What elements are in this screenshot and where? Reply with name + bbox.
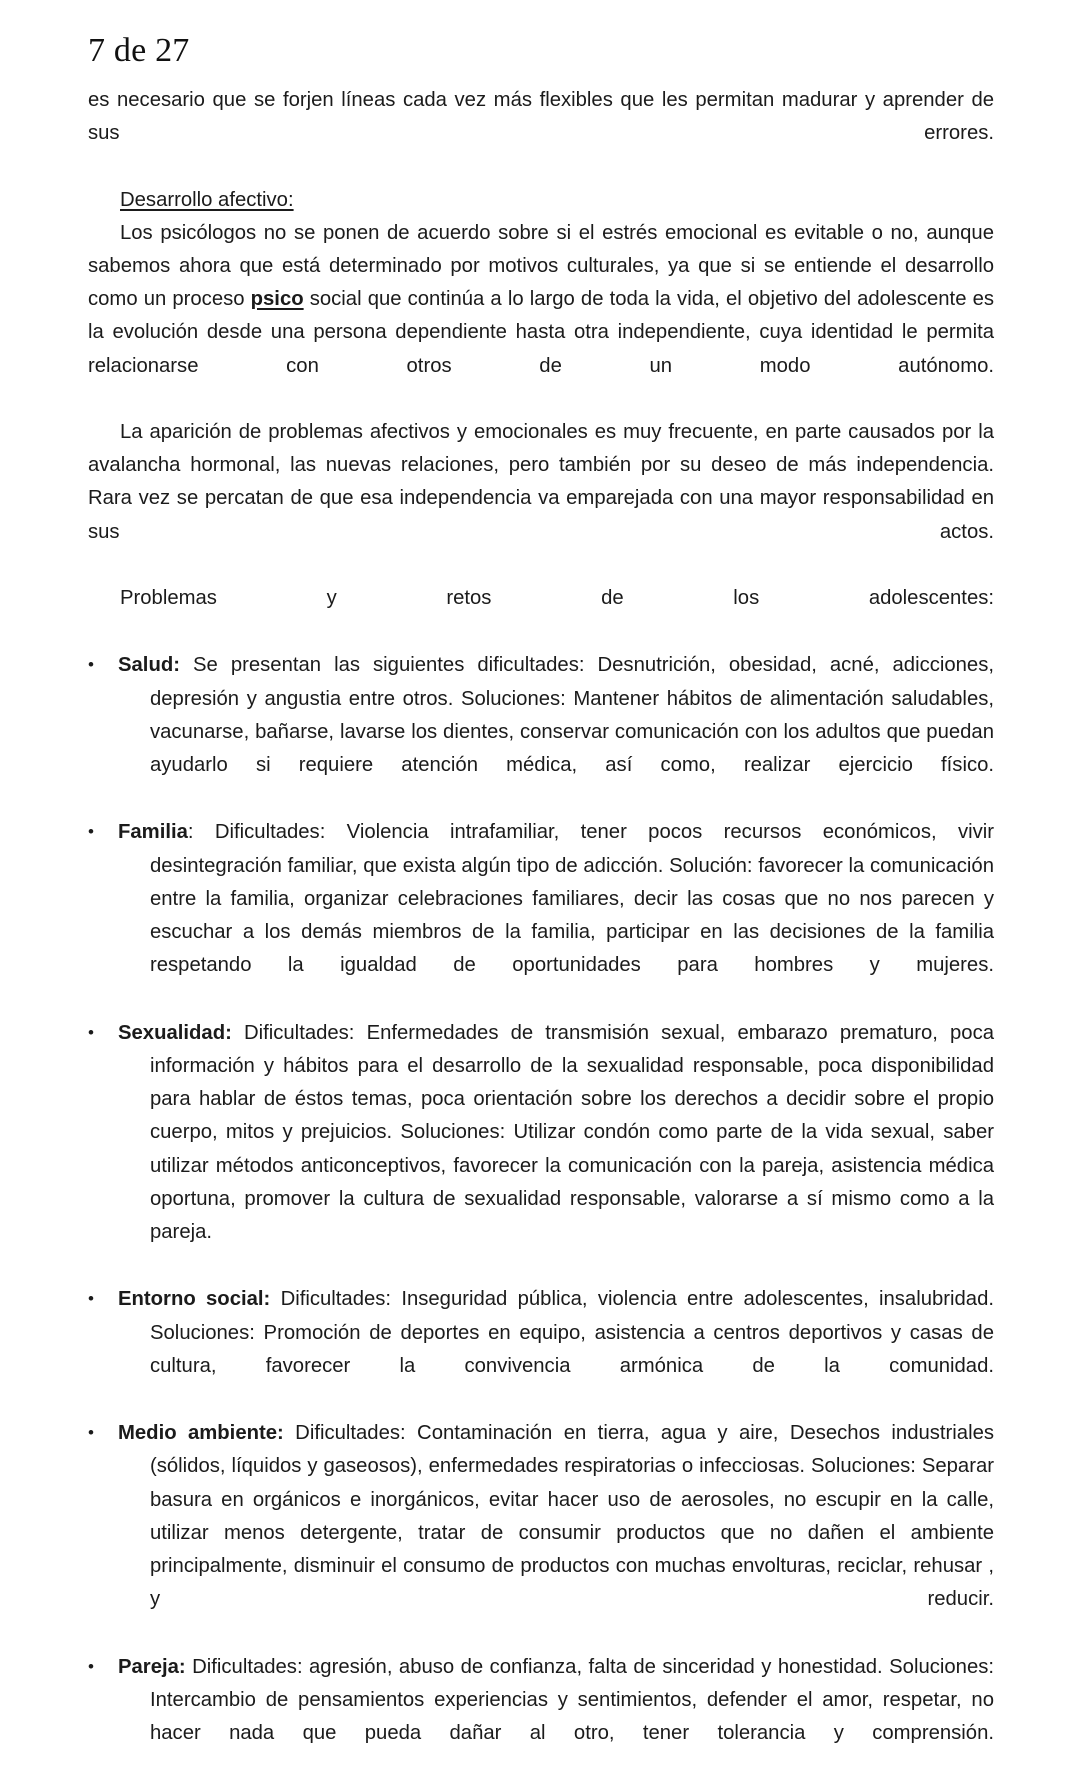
list-item-text: Dificultades: agresión, abuso de confianza, falta de sinceridad y honestidad. Soluciones: Intercambio de pensamientos experiencias y sentimientos, defender el amor, respetar, no hacer nada que pueda dañar al otro, tener tolerancia y comprensión. [150,1655,994,1744]
list-item-term: Salud: [118,654,180,677]
emphasis-psico: psico [250,288,304,311]
paragraph-problemas-afectivos: La aparición de problemas afectivos y emocionales es muy frecuente, en parte causados por la avalancha hormonal, las nuevas relaciones, pero también por su deseo de más independencia. Rara vez se percatan de que esa independencia va emparejada con una mayor responsabilidad en sus actos. [88,421,994,543]
list-item-term: Entorno social: [118,1288,271,1311]
subheading-label: Desarrollo afectivo: [120,188,294,211]
list-item-text: Dificultades: Enfermedades de transmisión sexual, embarazo prematuro, poca información y hábitos para el desarrollo de la sexualidad responsable, poca disponibilidad para hablar de éstos temas, poca orientación sobre los derechos a decidir sobre el propio cuerpo, mitos y prejuicios. Soluciones: Utilizar condón como parte de la vida sexual, saber utilizar métodos anticonceptivos, favorecer la comunicación con la pareja, asistencia médica oportuna, promover la cultura de sexualidad responsable, valorarse a sí mismo como a la pareja. [150,1021,994,1243]
problems-list [88,648,994,1783]
list-item-text: Dificultades: Inseguridad pública, violencia entre adolescentes, insalubridad. Soluciones: Promoción de deportes en equipo, asistencia a centros deportivos y casas de cultura, favorecer la convivencia armónica de la comunidad. [150,1288,994,1377]
paragraph-psicologos-part1: Los psicólogos no se ponen de acuerdo sobre si el estrés emocional es evitable o no, aunque sabemos ahora que está determinado por motivos culturales, ya que si se entiende el desarrollo como un proceso [88,221,994,311]
bullet-icon [88,1282,118,1316]
bullet-icon [88,1650,118,1684]
paragraph-psicologos-part2: social que continúa a lo largo de toda la vida, el objetivo del adolescente es la evolución desde una persona dependiente hasta otra independiente, cuya identidad le permita relacionarse con otros de un modo autónomo. [88,288,994,377]
list-intro: Problemas y retos de los adolescentes: [120,587,994,610]
list-item [88,1416,994,1649]
list-item-body [118,1650,994,1783]
bullet-icon [88,1016,118,1050]
list-item-term: Sexualidad: [118,1021,232,1044]
list-item-body [118,815,994,1015]
list-item-text: : Dificultades: Violencia intrafamiliar, tener pocos recursos económicos, vivir desintegración familiar, que exista algún tipo de adicción. Solución: favorecer la comunicación entre la familia, organizar celebraciones familiares, decir las cosas que no nos parecen y escuchar a los demás miembros de la familia, participar en las decisiones de la familia respetando la igualdad de oportunidades para hombres y mujeres. [150,821,994,977]
list-item-term: Medio ambiente: [118,1422,284,1445]
page-content [88,30,994,1783]
bullet-icon [88,1416,118,1450]
list-item [88,648,994,815]
list-item [88,1282,994,1416]
list-item [88,1650,994,1783]
list-item-term: Pareja: [118,1655,186,1678]
list-item-body [118,1282,994,1416]
paragraph-continued: es necesario que se forjen líneas cada vez más flexibles que les permitan madurar y aprender de sus errores. [88,89,994,145]
list-item-text: Se presentan las siguientes dificultades: Desnutrición, obesidad, acné, adicciones, depresión y angustia entre otros. Soluciones: Mantener hábitos de alimentación saludables, vacunarse, bañarse, lavarse los dientes, conservar comunicación con los adultos que puedan ayudarlo si requiere atención médica, así como, realizar ejercicio físico. [150,654,994,777]
list-item-body [118,648,994,815]
bullet-icon [88,815,118,849]
list-item-term: Familia [118,821,188,844]
list-item-body [118,1416,994,1649]
page-number-header: 7 de 27 [88,32,190,69]
list-item [88,1016,994,1283]
list-item-text: Dificultades: Contaminación en tierra, agua y aire, Desechos industriales (sólidos, líquidos y gaseosos), enfermedades respiratorias o infecciosas. Soluciones: Separar basura en orgánicos e inorgánicos, evitar hacer uso de aerosoles, no escupir en la calle, utilizar menos detergente, tratar de consumir productos que no dañen el ambiente principalmente, disminuir el consumo de productos con muchas envolturas, reciclar, rehusar , y reducir. [150,1422,994,1611]
list-item-body [118,1016,994,1283]
paragraph-psicologos [88,217,994,416]
subheading-desarrollo-afectivo [88,184,994,217]
bullet-icon [88,648,118,682]
list-item [88,815,994,1015]
